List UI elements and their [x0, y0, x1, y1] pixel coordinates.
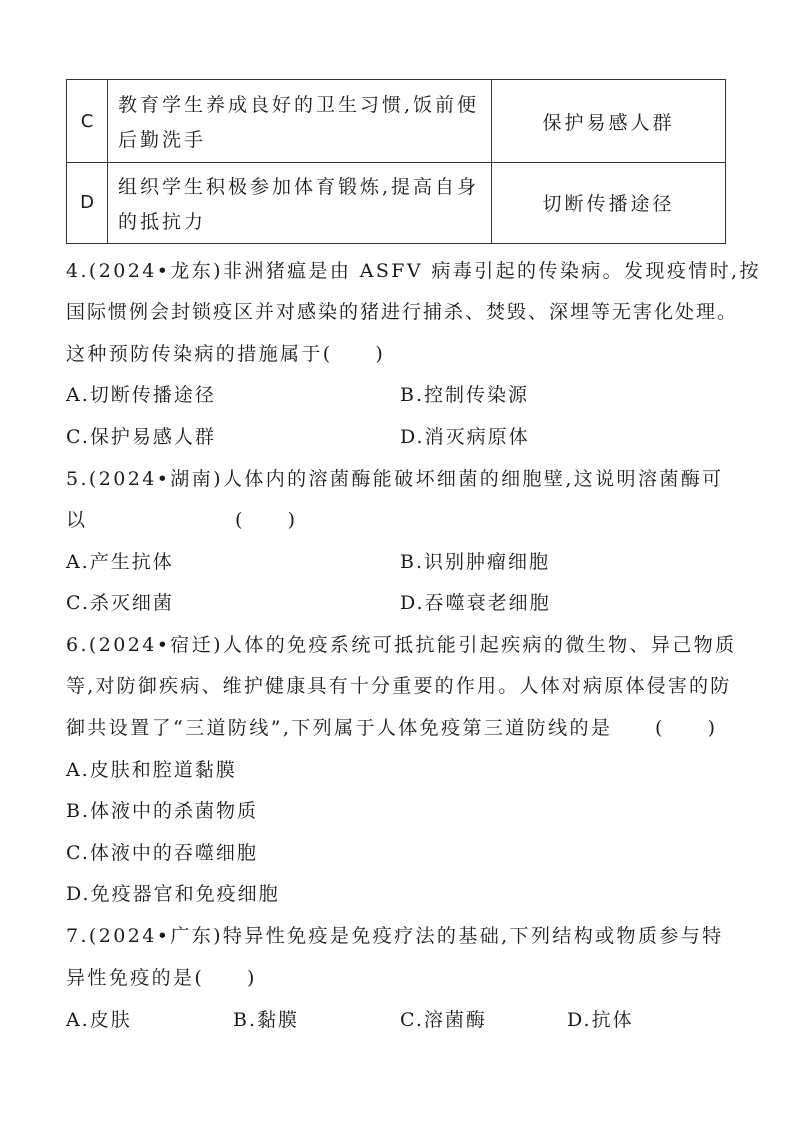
question-4-option-a[interactable]: A.切断传播途径 — [66, 384, 216, 406]
question-4-stem-line-1: 4.(2024•龙东)非洲猪瘟是由 ASFV 病毒引起的传染病。发现疫情时,按 — [66, 260, 761, 282]
question-6-option-d[interactable]: D.免疫器官和免疫细胞 — [66, 883, 280, 905]
question-6-stem-line-1: 6.(2024•宿迁)人体的免疫系统可抵抗能引起疾病的微生物、异己物质 — [66, 634, 737, 656]
measure-text-line: 教育学生养成良好的卫生习惯,饭前便 — [118, 94, 480, 116]
measure-text-line: 组织学生积极参加体育锻炼,提高自身 — [118, 176, 480, 198]
question-4-option-b[interactable]: B.控制传染源 — [400, 384, 530, 406]
question-6-option-a[interactable]: A.皮肤和腔道黏膜 — [66, 759, 237, 781]
question-4-option-c[interactable]: C.保护易感人群 — [66, 426, 216, 448]
question-7-option-a[interactable]: A.皮肤 — [66, 1009, 132, 1031]
question-6-answer-bracket: ( ) — [655, 717, 718, 739]
question-4-stem-line-2: 国际惯例会封锁疫区并对感染的猪进行捕杀、焚毁、深埋等无害化处理。 — [66, 301, 739, 323]
measure-cell — [108, 162, 492, 243]
table-row — [67, 162, 725, 243]
question-6-stem-line-2: 等,对防御疾病、维护健康具有十分重要的作用。人体对病原体侵害的防 — [66, 675, 732, 697]
question-5-option-d[interactable]: D.吞噬衰老细胞 — [400, 592, 551, 614]
question-6-stem-line-3: 御共设置了“三道防线”,下列属于人体免疫第三道防线的是 — [66, 717, 613, 739]
measures-table — [66, 79, 726, 244]
table-row — [67, 80, 725, 163]
measure-cell — [108, 80, 492, 162]
question-5-stem-line-1: 5.(2024•湖南)人体内的溶菌酶能破坏细菌的细胞壁,这说明溶菌酶可 — [66, 468, 724, 490]
question-7-stem-line-2: 异性免疫的是( ) — [66, 967, 257, 989]
question-6-option-b[interactable]: B.体液中的杀菌物质 — [66, 800, 259, 822]
question-6-option-c[interactable]: C.体液中的吞噬细胞 — [66, 842, 258, 864]
question-5-answer-bracket: ( ) — [235, 509, 298, 531]
measure-text-line: 的抵抗力 — [118, 211, 207, 233]
question-7-stem-line-1: 7.(2024•广东)特异性免疫是免疫疗法的基础,下列结构或物质参与特 — [66, 925, 724, 947]
question-5-option-c[interactable]: C.杀灭细菌 — [66, 592, 174, 614]
measure-type-cell: 切断传播途径 — [542, 193, 675, 215]
option-letter-cell: C — [67, 80, 108, 162]
question-5-option-b[interactable]: B.识别肿瘤细胞 — [400, 551, 551, 573]
question-5-option-a[interactable]: A.产生抗体 — [66, 551, 174, 573]
measure-type-cell: 保护易感人群 — [542, 111, 675, 134]
measure-text-line: 后勤洗手 — [118, 129, 207, 151]
question-5-stem-line-2: 以 — [66, 509, 88, 531]
question-4-option-d[interactable]: D.消灭病原体 — [400, 426, 530, 448]
question-7-option-d[interactable]: D.抗体 — [567, 1009, 634, 1031]
question-7-option-c[interactable]: C.溶菌酶 — [400, 1009, 487, 1031]
question-4-stem-line-3: 这种预防传染病的措施属于( ) — [66, 343, 386, 365]
option-letter-cell: D — [67, 162, 108, 243]
question-7-option-b[interactable]: B.黏膜 — [233, 1009, 300, 1031]
